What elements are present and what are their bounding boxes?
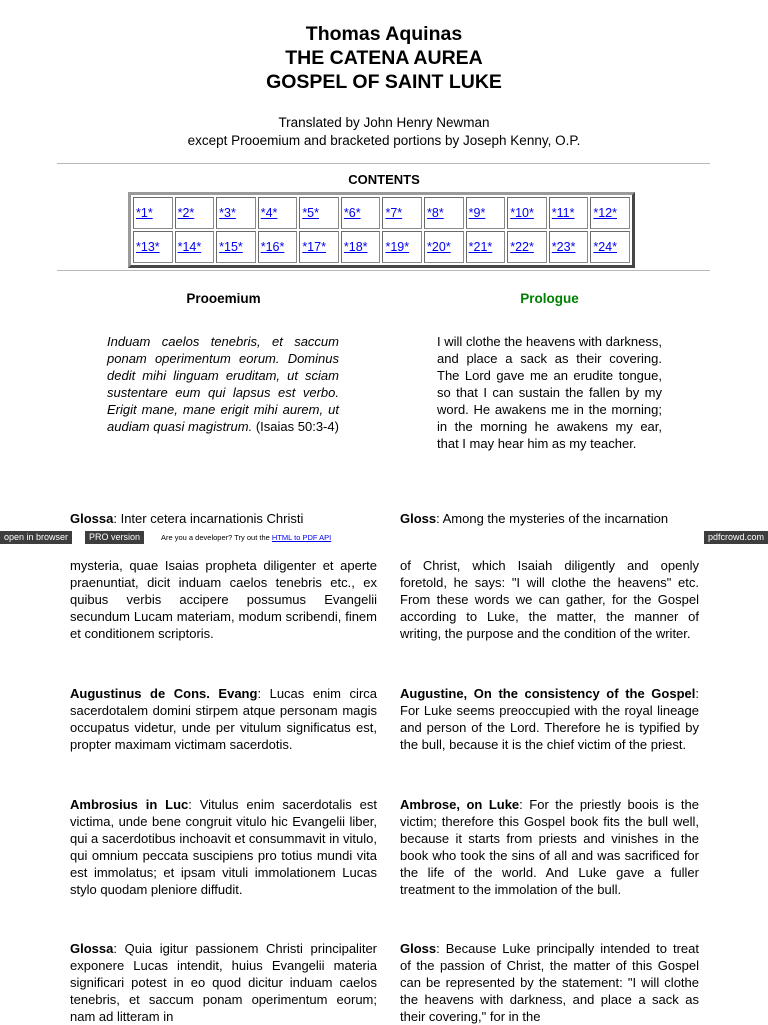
para-author: Augustinus de Cons. Evang [70, 686, 258, 701]
para-text: : Quia igitur passionem Christi principaliter exponere Lucas intendit, huius Evangelii materia significari potest in eo quod dicitur induam caelos tenebris, et saccum ponam operimentum eorum; nam ad litteram in [70, 941, 377, 1024]
pro-version-button[interactable]: PRO version [85, 531, 144, 544]
contents-cell [341, 231, 381, 263]
glossa-para-rest: mysteria, quae Isaias propheta diligenter et aperte praenuntiat, dicit induam caelos tenebris etc., ex quibus verbis accipere possumus Evangelii secundum Lucam materiam, modum scribendi, finem et conditionem scriptoris. [70, 558, 377, 641]
para-author: Augustine, On the consistency of the Gospel [400, 686, 696, 701]
pdfcrowd-brand[interactable]: pdfcrowd.com [704, 531, 768, 544]
document-header [0, 22, 768, 94]
para-text: : Inter cetera incarnationis Christi [113, 511, 304, 526]
open-in-browser-button[interactable]: open in browser [0, 531, 72, 544]
para-text: : Among the mysteries of the incarnation [436, 511, 669, 526]
contents-cell [466, 197, 506, 229]
chapter-link[interactable]: *19* [385, 240, 410, 254]
chapter-link[interactable]: *14* [177, 240, 202, 254]
chapter-link[interactable]: *5* [302, 206, 319, 220]
contents-cell [424, 197, 464, 229]
author-title: Thomas Aquinas [305, 23, 463, 45]
contents-cell [258, 197, 298, 229]
contents-cell [507, 231, 547, 263]
chapter-link[interactable]: *1* [136, 206, 153, 220]
para-author: Gloss [400, 941, 437, 956]
chapter-link[interactable]: *7* [385, 206, 403, 220]
prologue-heading: Prologue [520, 291, 579, 306]
developer-message [161, 530, 331, 545]
contents-cell [133, 231, 173, 263]
latin-intro [107, 333, 339, 435]
latin-intro-text: Induam caelos tenebris, et saccum ponam operimentum eorum. Dominus dedit mihi linguam eruditam, ut sciam sustentare eum qui lapsus est verbo. Erigit mane, mane erigit mihi aurem, ut audiam quasi magistrum. [107, 334, 339, 434]
latin-intro-ref: (Isaias 50:3-4) [252, 419, 339, 434]
chapter-link[interactable]: *11* [551, 206, 575, 220]
chapter-link[interactable]: *18* [343, 240, 368, 254]
para-text: : For the priestly boois is the victim; therefore this Gospel book fits the bull well, because it starts from priests and vinishes in the book who took the sins of all and was sacrificed for the life of the world. And Luke gave a fuller treatment to the immolation of the bull. [400, 797, 699, 897]
chapter-link[interactable]: *17* [302, 240, 326, 254]
chapter-link[interactable]: *21* [468, 240, 493, 254]
chapter-link[interactable]: *24* [593, 240, 617, 254]
chapter-link[interactable]: *4* [260, 206, 278, 220]
chapter-link[interactable]: *6* [343, 206, 361, 220]
para-author: Ambrosius in Luc [70, 797, 189, 812]
glossa-para-top [70, 510, 377, 527]
glossa-passion-para [70, 940, 377, 1025]
contents-cell [382, 231, 422, 263]
prooemium-heading: Prooemium [186, 291, 261, 306]
para-text: : Because Luke principally intended to treat of the passion of Christ, the matter of this Gospel can be represented by the statement: "I will clothe the heavens with darkness, and place a sack as their covering," for in the [400, 941, 699, 1024]
divider-top [57, 163, 710, 164]
developer-message-text: Are you a developer? Try out the [161, 533, 272, 542]
chapter-link[interactable]: *8* [427, 206, 444, 220]
contents-row-1 [133, 197, 630, 229]
gospel-title: GOSPEL OF SAINT LUKE [266, 71, 502, 93]
contents-cell [175, 197, 215, 229]
contents-row-2 [133, 231, 630, 263]
augustinus-para [70, 685, 377, 753]
contents-label: CONTENTS [348, 172, 420, 187]
contents-cell [549, 197, 589, 229]
para-author: Glossa [70, 941, 114, 956]
contents-cell [590, 231, 630, 263]
para-text: : Vitulus enim sacerdotalis est victima, unde bene congruit vitulo hic Evangelii liber, qui a sacerdotibus inchoavit et consummavit in vitulo, qui omnium peccata suscipiens pro totius mundi vita est immolatus; et ipsam vituli immolationem Lucas stylo quodam pleniore diffudit. [70, 797, 377, 897]
contents-cell [299, 197, 339, 229]
para-author: Ambrose, on Luke [400, 797, 520, 812]
chapter-link[interactable]: *16* [260, 240, 285, 254]
chapter-link[interactable]: *23* [551, 240, 576, 254]
contents-cell [175, 231, 215, 263]
contents-cell [299, 231, 339, 263]
chapter-link[interactable]: *15* [219, 240, 243, 254]
except-line: except Prooemium and bracketed portions by Joseph Kenny, O.P. [187, 133, 581, 148]
contents-cell [549, 231, 589, 263]
contents-cell [424, 231, 464, 263]
ambrosius-para [70, 796, 377, 898]
gloss-para-rest: of Christ, which Isaiah diligently and openly foretold, he says: "I will clothe the heavens" etc. From these words we can gather, for the Gospel according to Luke, the matter, the manner of writing, the purpose and the condition of the writer. [400, 558, 699, 641]
contents-cell [133, 197, 173, 229]
chapter-link[interactable]: *9* [468, 206, 486, 220]
divider-bottom [57, 270, 710, 271]
translator-line: Translated by John Henry Newman [278, 115, 490, 130]
chapter-link[interactable]: *20* [427, 240, 451, 254]
chapter-link[interactable]: *12* [593, 206, 617, 220]
work-title: THE CATENA AUREA [285, 47, 483, 69]
gloss-passion-para [400, 940, 699, 1025]
chapter-link[interactable]: *13* [136, 240, 160, 254]
chapter-link[interactable]: *10* [510, 206, 534, 220]
chapter-link[interactable]: *2* [177, 206, 195, 220]
html-to-pdf-link[interactable]: HTML to PDF API [271, 533, 332, 542]
chapter-link[interactable]: *22* [510, 240, 534, 254]
contents-cell [590, 197, 630, 229]
augustine-para [400, 685, 699, 753]
contents-cell [466, 231, 506, 263]
ambrose-para [400, 796, 699, 898]
contents-cell [382, 197, 422, 229]
para-author: Glossa [70, 511, 114, 526]
contents-cell [258, 231, 298, 263]
contents-cell [216, 197, 256, 229]
contents-cell [216, 231, 256, 263]
chapter-link[interactable]: *3* [219, 206, 236, 220]
english-intro: I will clothe the heavens with darkness, and place a sack as their covering. The Lord gave me an erudite tongue, so that I can sustain the fallen by my word. He awakens me in the morning; in the morning he awakens my ear, that I may hear him as my teacher. [437, 334, 662, 451]
pdf-toolbar [0, 530, 768, 545]
contents-cell [341, 197, 381, 229]
para-text: : For Luke seems preoccupied with the royal lineage and person of the Lord. Therefore he is typified by the bull, because it is the chief victim of the priest. [400, 686, 699, 752]
contents-table [128, 192, 635, 268]
gloss-para-top [400, 510, 699, 527]
para-text: : Lucas enim circa sacerdotalem domini stirpem atque personam magis occupatus videtur, unde per vitulum significatus est, propter maximam victimam sacerdotis. [70, 686, 378, 752]
contents-cell [507, 197, 547, 229]
para-author: Gloss [400, 511, 437, 526]
